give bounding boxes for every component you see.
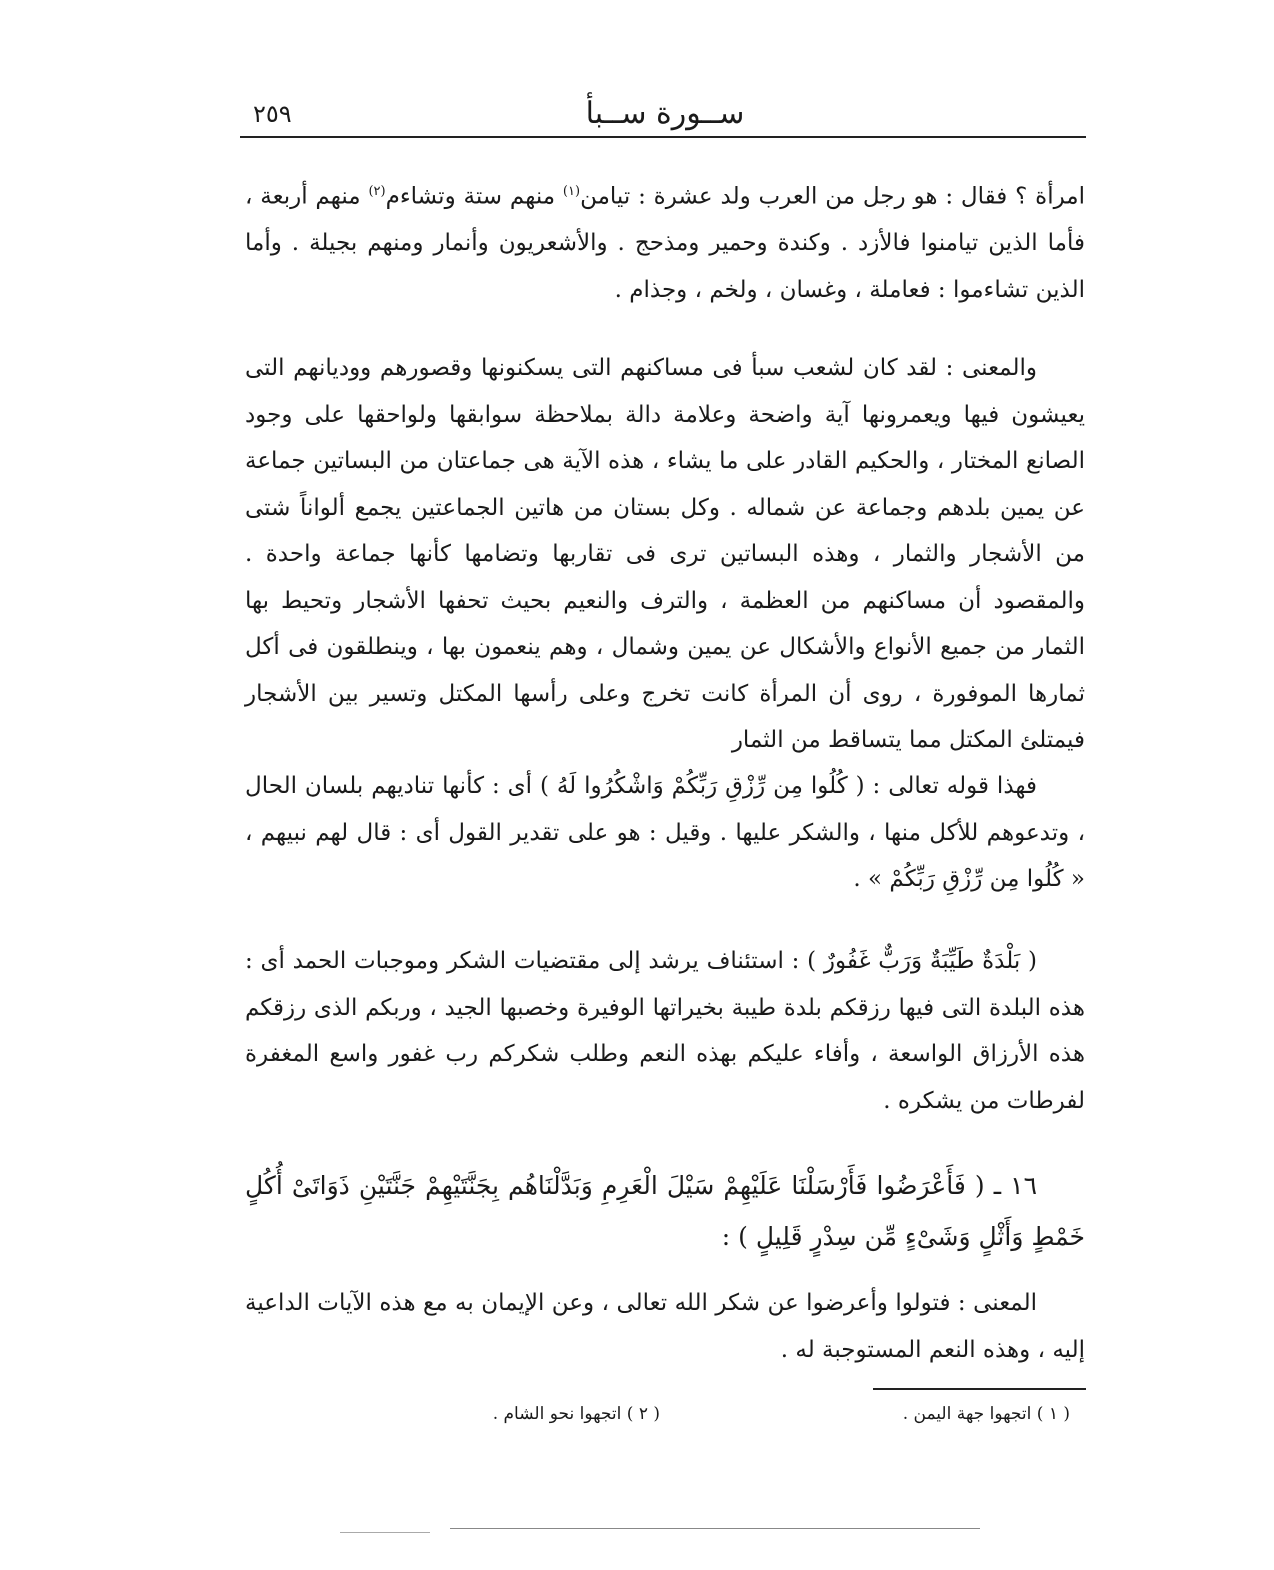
paragraph-4 xyxy=(245,938,1085,1124)
footnote-marker-1: (١) xyxy=(562,184,581,199)
paragraph-3-text-a: فهذا قوله تعالى : ( xyxy=(847,773,1037,799)
paragraph-6: المعنى : فتولوا وأعرضوا عن شكر الله تعالى ، وعن الإيمان به مع هذه الآيات الداعية إليه ، وهذه النعم المستوجبة له . xyxy=(245,1290,1085,1363)
footnote-1: ( ١ ) اتجهوا جهة اليمن . xyxy=(902,1404,1070,1424)
paragraph-1-text-a: امرأة ؟ فقال : هو رجل من العرب ولد عشرة : تيامن xyxy=(580,183,1085,210)
page-header xyxy=(245,96,1085,136)
quran-verse-16: فَأَعْرَضُوا فَأَرْسَلْنَا عَلَيْهِمْ سَيْلَ الْعَرِمِ وَبَدَّلْنَاهُم بِجَنَّتَيْهِمْ جَنَّتَيْنِ ذَوَاتَىْ أُكُلٍ خَمْطٍ وَأَثْلٍ وَشَىْءٍ مِّن سِدْرٍ قَلِيلٍ xyxy=(245,1171,1085,1251)
verse-16-close: ) : xyxy=(721,1222,756,1251)
paragraph-3-text-c: » . xyxy=(853,866,890,892)
paragraph-4-text-b: ) : استئناف يرشد إلى مقتضيات الشكر وموجبات الحمد أى : هذه البلدة التى فيها رزقكم بلدة طيبة بخيراتها الوفيرة وخصبها الجيد ، وربكم الذى رزقكم هذه الأرزاق الواسعة ، وأفاء عليكم بهذه النعم وطلب شكركم رب غفور واسع المغفرة لفرطات من يشكره . xyxy=(245,948,1085,1114)
paragraph-3 xyxy=(245,763,1085,903)
scan-edge-line xyxy=(450,1528,980,1529)
footnote-rule xyxy=(873,1388,1086,1390)
quran-quote-2: كُلُوا مِن رِّزْقِ رَبِّكُمْ xyxy=(889,866,1064,892)
footnote-marker-2: (٢) xyxy=(368,184,386,199)
paragraph-4-text-a: ( xyxy=(1020,948,1037,974)
quran-quote-3: بَلْدَةٌ طَيِّبَةٌ وَرَبٌّ غَفُورٌ xyxy=(823,948,1021,974)
scan-edge-line-left xyxy=(340,1532,430,1533)
verse-16 xyxy=(245,1160,1085,1262)
running-title: ســورة ســبأ xyxy=(585,96,745,131)
footnotes xyxy=(300,1404,1070,1438)
footnote-2: ( ٢ ) اتجهوا نحو الشام . xyxy=(492,1404,660,1424)
header-rule xyxy=(240,136,1086,138)
quran-quote-1: كُلُوا مِن رِّزْقِ رَبِّكُمْ وَاشْكُرُوا لَهُ xyxy=(556,773,848,799)
paragraph-1-text-c: منهم أربعة ، فأما الذين تيامنوا فالأزد . وكندة وحمير ومذحج . والأشعريون وأنمار ومنهم بجيلة . وأما الذين تشاءموا : فعاملة ، وغسان ، ولخم ، وجذام . xyxy=(245,183,1085,303)
page-number: ٢٥٩ xyxy=(253,100,292,128)
paragraph-1-text-b: منهم ستة وتشاءم xyxy=(385,183,563,210)
paragraph-3-text-b: ) أى : كأنها تناديهم بلسان الحال ، وتدعوهم للأكل منها ، والشكر عليها . وقيل : هو على تقدير القول أى : قال لهم نبيهم ، « xyxy=(245,773,1085,892)
verse-16-number: ١٦ ـ ( xyxy=(965,1171,1038,1200)
paragraph-2: والمعنى : لقد كان لشعب سبأ فى مساكنهم التى يسكنونها وقصورهم ووديانهم التى يعيشون فيها ويعمرونها آية واضحة وعلامة دالة بملاحظة سوابقها ولواحقها على وجود الصانع المختار ، والحكيم القادر على ما يشاء ، هذه الآية هى جماعتان من البساتين جماعة عن يمين بلدهم وجماعة عن شماله . وكل بستان من هاتين الجماعتين يجمع ألواناً شتى من الأشجار والثمار ، وهذه البساتين ترى فى تقاربها وتضامها كأنها جماعة واحدة . والمقصود أن مساكنهم من العظمة ، والترف والنعيم بحيث تحفها الأشجار وتحيط بها الثمار من جميع الأنواع والأشكال عن يمين وشمال ، وهم ينعمون بها ، وينطلقون فى أكل ثمارها الموفورة ، روى أن المرأة كانت تخرج وعلى رأسها المكتل وتسير بين الأشجار فيمتلئ المكتل مما يتساقط من الثمار xyxy=(245,355,1085,753)
paragraph-1 xyxy=(245,169,1085,313)
